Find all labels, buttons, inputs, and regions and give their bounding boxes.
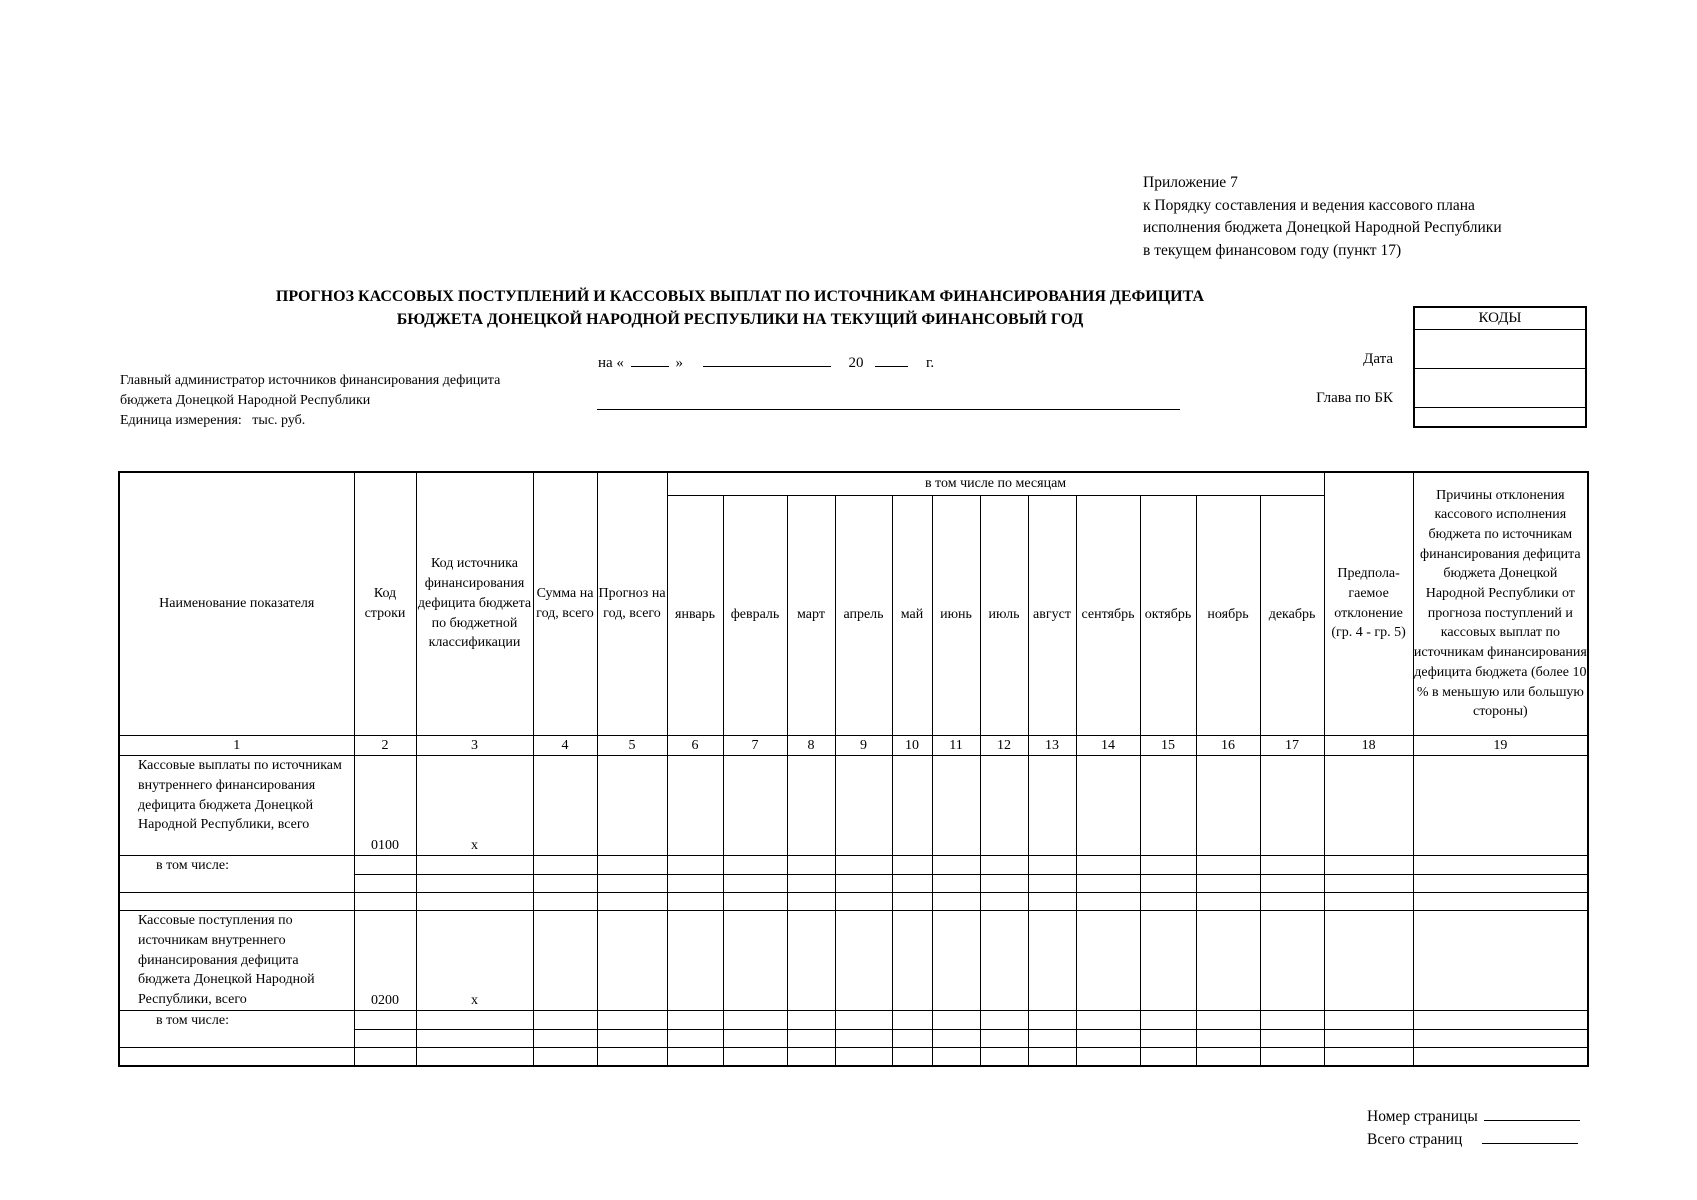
header-forecast-year: Прогноз на год, всего [597,472,667,735]
value-cell[interactable] [1260,1011,1324,1030]
value-cell[interactable] [1196,1011,1260,1030]
value-cell[interactable] [1196,756,1260,856]
value-cell[interactable] [892,1048,932,1066]
col-num: 10 [892,735,932,756]
value-cell[interactable] [892,893,932,911]
admin-line-1: Главный администратор источников финансирования дефицита [120,373,501,388]
value-cell[interactable] [1140,911,1196,1011]
month-april: апрель [835,495,892,735]
value-cell[interactable] [1413,911,1588,1011]
value-cell[interactable] [1076,1011,1140,1030]
col-num: 17 [1260,735,1324,756]
month-august: август [1028,495,1076,735]
value-cell[interactable] [835,856,892,875]
column-numbers-row [119,735,1588,756]
value-cell[interactable] [597,756,667,856]
value-cell[interactable] [723,911,787,1011]
col-num: 19 [1413,735,1588,756]
value-cell[interactable] [1028,911,1076,1011]
value-cell[interactable] [1028,1030,1076,1048]
date-code-cell[interactable] [1414,330,1586,369]
value-cell[interactable] [1324,1048,1413,1066]
value-cell[interactable] [1196,856,1260,875]
month-june: июнь [932,495,980,735]
total-pages-row [1367,1128,1580,1151]
col-num: 6 [667,735,723,756]
day-blank[interactable] [631,350,669,367]
value-cell[interactable] [354,875,416,893]
value-cell[interactable] [1140,893,1196,911]
value-cell[interactable] [835,875,892,893]
value-cell[interactable] [1413,756,1588,856]
value-cell[interactable] [1140,1030,1196,1048]
section-source: х [416,756,533,856]
month-february: февраль [723,495,787,735]
col-num: 4 [533,735,597,756]
value-cell[interactable] [1140,1048,1196,1066]
value-cell[interactable] [533,911,597,1011]
value-cell[interactable] [119,893,354,911]
value-cell[interactable] [980,893,1028,911]
month-october: октябрь [1140,495,1196,735]
codes-table [1413,306,1587,428]
value-cell[interactable] [932,893,980,911]
value-cell[interactable] [667,911,723,1011]
value-cell[interactable] [597,1030,667,1048]
value-cell[interactable] [1324,893,1413,911]
value-cell[interactable] [1260,911,1324,1011]
value-cell[interactable] [416,893,533,911]
value-cell[interactable] [835,756,892,856]
value-cell[interactable] [1076,893,1140,911]
value-cell[interactable] [787,1030,835,1048]
date-prefix: на « [598,355,624,371]
section-source: х [416,911,533,1011]
value-cell[interactable] [1140,875,1196,893]
table-row [119,1048,1588,1066]
value-cell[interactable] [1076,911,1140,1011]
value-cell[interactable] [533,1048,597,1066]
value-cell[interactable] [533,875,597,893]
value-cell[interactable] [1413,856,1588,875]
value-cell[interactable] [416,1048,533,1066]
value-cell[interactable] [1028,1011,1076,1030]
value-cell[interactable] [1028,875,1076,893]
date-close-quote: » [675,355,683,371]
value-cell[interactable] [932,1048,980,1066]
value-cell[interactable] [1260,856,1324,875]
value-cell[interactable] [723,1030,787,1048]
month-september: сентябрь [1076,495,1140,735]
value-cell[interactable] [533,856,597,875]
sub-label-row [119,856,1588,875]
value-cell[interactable] [1076,756,1140,856]
value-cell[interactable] [597,856,667,875]
month-may: май [892,495,932,735]
value-cell[interactable] [354,1048,416,1066]
value-cell[interactable] [835,1048,892,1066]
section-row-payments [119,756,1588,856]
header-by-months: в том числе по месяцам [667,472,1324,495]
value-cell[interactable] [597,893,667,911]
value-cell[interactable] [932,875,980,893]
month-blank[interactable] [703,350,831,367]
value-cell[interactable] [1028,756,1076,856]
month-january: январь [667,495,723,735]
value-cell[interactable] [787,756,835,856]
total-pages-label: Всего страниц [1367,1131,1463,1148]
month-november: ноябрь [1196,495,1260,735]
page-footer [1367,1105,1580,1151]
value-cell[interactable] [354,856,416,875]
value-cell[interactable] [980,756,1028,856]
value-cell[interactable] [1260,756,1324,856]
value-cell[interactable] [1413,1030,1588,1048]
document-title [150,285,1330,331]
value-cell[interactable] [787,856,835,875]
value-cell[interactable] [354,1030,416,1048]
admin-line-2: бюджета Донецкой Народной Республики [120,393,371,408]
unit-value: тыс. руб. [252,413,306,428]
header-sum-year: Сумма на год, всего [533,472,597,735]
col-num: 16 [1196,735,1260,756]
value-cell[interactable] [1028,1048,1076,1066]
value-cell[interactable] [533,1030,597,1048]
col-num: 8 [787,735,835,756]
value-cell[interactable] [932,1011,980,1030]
value-cell[interactable] [787,893,835,911]
value-cell[interactable] [1413,1048,1588,1066]
value-cell[interactable] [723,1048,787,1066]
section-name: Кассовые выплаты по источникам внутреннего финансирования дефицита бюджета Донецкой Народной Республики, всего [119,756,354,856]
value-cell[interactable] [932,1030,980,1048]
header-code-row: Код строки [354,472,416,735]
value-cell[interactable] [667,1030,723,1048]
page-number-blank[interactable] [1484,1106,1580,1121]
value-cell[interactable] [1196,1030,1260,1048]
sub-label: в том числе: [119,856,354,893]
appendix-line-2: к Порядку составления и ведения кассового плана [1143,196,1475,214]
value-cell[interactable] [354,893,416,911]
section-code: 0200 [354,911,416,1011]
month-december: декабрь [1260,495,1324,735]
value-cell[interactable] [787,1011,835,1030]
value-cell[interactable] [1196,1048,1260,1066]
value-cell[interactable] [723,893,787,911]
appendix-block [1143,172,1502,262]
value-cell[interactable] [932,911,980,1011]
value-cell[interactable] [1076,1048,1140,1066]
value-cell[interactable] [1413,893,1588,911]
col-num: 3 [416,735,533,756]
appendix-line-3: исполнения бюджета Донецкой Народной Республики [1143,219,1502,236]
value-cell[interactable] [980,1048,1028,1066]
date-label: Дата [1363,351,1393,367]
col-num: 12 [980,735,1028,756]
value-cell[interactable] [597,1048,667,1066]
value-cell[interactable] [1196,911,1260,1011]
value-cell[interactable] [980,911,1028,1011]
value-cell[interactable] [892,911,932,1011]
value-cell[interactable] [667,1011,723,1030]
value-cell[interactable] [835,893,892,911]
report-date [598,350,934,372]
value-cell[interactable] [1076,875,1140,893]
header-reasons: Причины отклонения кассового исполнения бюджета по источникам финансирования дефицита бюджета Донецкой Народной Республики от прогноза поступлений и кассовых выплат по источникам финансирования дефицита бюджета (более 10 % в меньшую или большую стороны) [1413,472,1588,735]
value-cell[interactable] [980,875,1028,893]
date-century: 20 [848,355,864,371]
value-cell[interactable] [1324,911,1413,1011]
value-cell[interactable] [119,1048,354,1066]
col-num: 9 [835,735,892,756]
title-line-2: БЮДЖЕТА ДОНЕЦКОЙ НАРОДНОЙ РЕСПУБЛИКИ НА ТЕКУЩИЙ ФИНАНСОВЫЙ ГОД [396,311,1084,328]
header-source-code: Код источника финансирования дефицита бюджета по бюджетной классификации [416,472,533,735]
page-number-row [1367,1105,1580,1128]
section-row-receipts [119,911,1588,1011]
value-cell[interactable] [597,1011,667,1030]
value-cell[interactable] [533,1011,597,1030]
date-year-suffix: г. [925,355,935,371]
value-cell[interactable] [787,875,835,893]
section-name: Кассовые поступления по источникам внутреннего финансирования дефицита бюджета Донецкой Народной Республики, всего [119,911,354,1011]
value-cell[interactable] [354,1011,416,1030]
chapter-label: Глава по БК [1316,390,1393,406]
value-cell[interactable] [667,756,723,856]
year-blank[interactable] [875,350,908,367]
value-cell[interactable] [932,756,980,856]
forecast-table [118,471,1589,1067]
value-cell[interactable] [1260,893,1324,911]
col-num: 7 [723,735,787,756]
value-cell[interactable] [1140,756,1196,856]
table-row [119,893,1588,911]
section-code: 0100 [354,756,416,856]
value-cell[interactable] [416,875,533,893]
value-cell[interactable] [667,1048,723,1066]
value-cell[interactable] [980,1011,1028,1030]
appendix-line-4: в текущем финансовом году (пункт 17) [1143,241,1402,259]
value-cell[interactable] [932,856,980,875]
value-cell[interactable] [1028,893,1076,911]
value-cell[interactable] [1076,1030,1140,1048]
header-name: Наименование показателя [119,472,354,735]
extra-code-cell[interactable] [1414,408,1586,428]
value-cell[interactable] [1140,856,1196,875]
value-cell[interactable] [1324,756,1413,856]
value-cell[interactable] [1260,1030,1324,1048]
sub-label: в том числе: [119,1011,354,1048]
sub-label-row [119,1011,1588,1030]
col-num: 14 [1076,735,1140,756]
value-cell[interactable] [980,1030,1028,1048]
col-num: 11 [932,735,980,756]
value-cell[interactable] [835,1011,892,1030]
value-cell[interactable] [723,875,787,893]
col-num: 1 [119,735,354,756]
value-cell[interactable] [1028,856,1076,875]
col-num: 13 [1028,735,1076,756]
value-cell[interactable] [723,856,787,875]
col-num: 2 [354,735,416,756]
value-cell[interactable] [1196,875,1260,893]
codes-header: КОДЫ [1414,307,1586,330]
value-cell[interactable] [667,875,723,893]
month-march: март [787,495,835,735]
value-cell[interactable] [1076,856,1140,875]
value-cell[interactable] [892,875,932,893]
value-cell[interactable] [1140,1011,1196,1030]
value-cell[interactable] [416,1030,533,1048]
col-num: 18 [1324,735,1413,756]
value-cell[interactable] [533,756,597,856]
unit-row [120,411,500,431]
value-cell[interactable] [892,856,932,875]
value-cell[interactable] [892,1030,932,1048]
value-cell[interactable] [667,856,723,875]
value-cell[interactable] [980,856,1028,875]
value-cell[interactable] [892,1011,932,1030]
col-num: 15 [1140,735,1196,756]
header-deviation: Предпола-гаемое отклонение (гр. 4 - гр. 5) [1324,472,1413,735]
value-cell[interactable] [1324,1011,1413,1030]
value-cell[interactable] [787,911,835,1011]
appendix-line-1: Приложение 7 [1143,174,1238,191]
value-cell[interactable] [723,1011,787,1030]
title-line-1: ПРОГНОЗ КАССОВЫХ ПОСТУПЛЕНИЙ И КАССОВЫХ ВЫПЛАТ ПО ИСТОЧНИКАМ ФИНАНСИРОВАНИЯ ДЕФИЦИТА [275,288,1205,305]
page-number-label: Номер страницы [1367,1108,1478,1125]
value-cell[interactable] [597,911,667,1011]
value-cell[interactable] [1413,875,1588,893]
value-cell[interactable] [1260,1048,1324,1066]
value-cell[interactable] [1324,875,1413,893]
admin-block [120,371,500,431]
value-cell[interactable] [892,756,932,856]
value-cell[interactable] [533,893,597,911]
value-cell[interactable] [835,1030,892,1048]
value-cell[interactable] [835,911,892,1011]
col-num: 5 [597,735,667,756]
value-cell[interactable] [1324,856,1413,875]
value-cell[interactable] [597,875,667,893]
value-cell[interactable] [416,856,533,875]
value-cell[interactable] [723,756,787,856]
value-cell[interactable] [416,1011,533,1030]
value-cell[interactable] [787,1048,835,1066]
total-pages-blank[interactable] [1482,1129,1578,1144]
value-cell[interactable] [1324,1030,1413,1048]
value-cell[interactable] [667,893,723,911]
unit-label: Единица измерения: [120,413,242,428]
admin-name-line[interactable] [597,409,1180,410]
value-cell[interactable] [1413,1011,1588,1030]
month-july: июль [980,495,1028,735]
value-cell[interactable] [1196,893,1260,911]
chapter-code-cell[interactable] [1414,369,1586,408]
value-cell[interactable] [1260,875,1324,893]
